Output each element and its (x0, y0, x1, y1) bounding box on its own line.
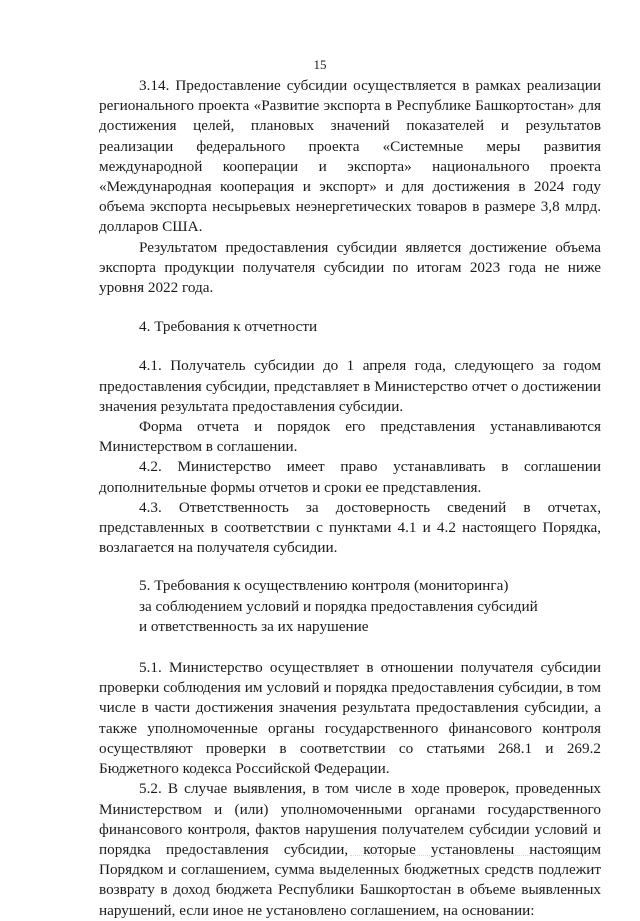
page-number: 15 (313, 57, 327, 72)
paragraph-5-2: 5.2. В случае выявления, в том числе в ходе проверок, проведенных Министерством и (или) уполномоченными органами государственного финансового контроля, фактов нарушения получателем субсидии условий и порядка предоставления субсидии, которые установлены настоящим Порядком и соглашением, сумма выделенных бюджетных средств подлежит возврату в доход бюджета Республики Башкортостан в объеме выявленных нарушений, если иное не установлено соглашением, на основании: (99, 780, 601, 919)
document-body (99, 76, 601, 921)
spacer (99, 637, 601, 658)
spacer (99, 558, 601, 576)
paragraph-4-3: 4.3. Ответственность за достоверность сведений в отчетах, представленных в соответствии с пунктами 4.1 и 4.2 настоящего Порядка, возлагается на получателя субсидии. (99, 498, 601, 557)
paragraph-4-2: 4.2. Министерство имеет право устанавливать в соглашении дополнительные формы отчетов и сроки ее представления. (99, 458, 601, 496)
section-heading-5-line-1: 5. Требования к осуществлению контроля (мониторинга) (139, 577, 509, 595)
spacer (99, 337, 601, 356)
paragraph-4-1: 4.1. Получатель субсидии до 1 апреля года, следующего за годом предоставления субсидии, представляет в Министерство отчет о достижении значения результата предоставления субсидии. (99, 357, 601, 415)
scan-artifact-dots (350, 855, 600, 858)
section-heading-4: 4. Требования к отчетности (139, 318, 318, 336)
section-heading-5 (99, 576, 601, 637)
spacer (99, 298, 601, 317)
section-heading-5-line-3: и ответственность за их нарушение (139, 617, 369, 635)
paragraph-result: Результатом предоставления субсидии является достижение объема экспорта продукции получателя субсидии по итогам 2023 года не ниже уровня 2022 года. (99, 238, 601, 297)
paragraph-5-1: 5.1. Министерство осуществляет в отношении получателя субсидии проверки соблюдения им условий и порядка предоставления субсидии, в том числе в части достижения значения результата предоставления субсидии, а также уполномоченные органы государственного финансового контроля осуществляют проверки в соответствии со статьями 268.1 и 269.2 Бюджетного кодекса Российской Федерации. (99, 659, 601, 778)
paragraph-4-form: Форма отчета и порядок его представления устанавливаются Министерством в соглашении. (99, 418, 601, 456)
section-heading-5-line-2: за соблюдением условий и порядка предоставления субсидий (139, 597, 538, 615)
paragraph-3-14: 3.14. Предоставление субсидии осуществляется в рамках реализации регионального проекта «Развитие экспорта в Республике Башкортостан» для достижения целей, плановых значений показателей и результатов реализации федерального проекта «Системные меры развития международной кооперации и экспорта» национального проекта «Международная кооперация и экспорт» и для достижения в 2024 году объема экспорта несырьевых неэнергетических товаров в размере 3,8 млрд. долларов США. (99, 77, 601, 236)
